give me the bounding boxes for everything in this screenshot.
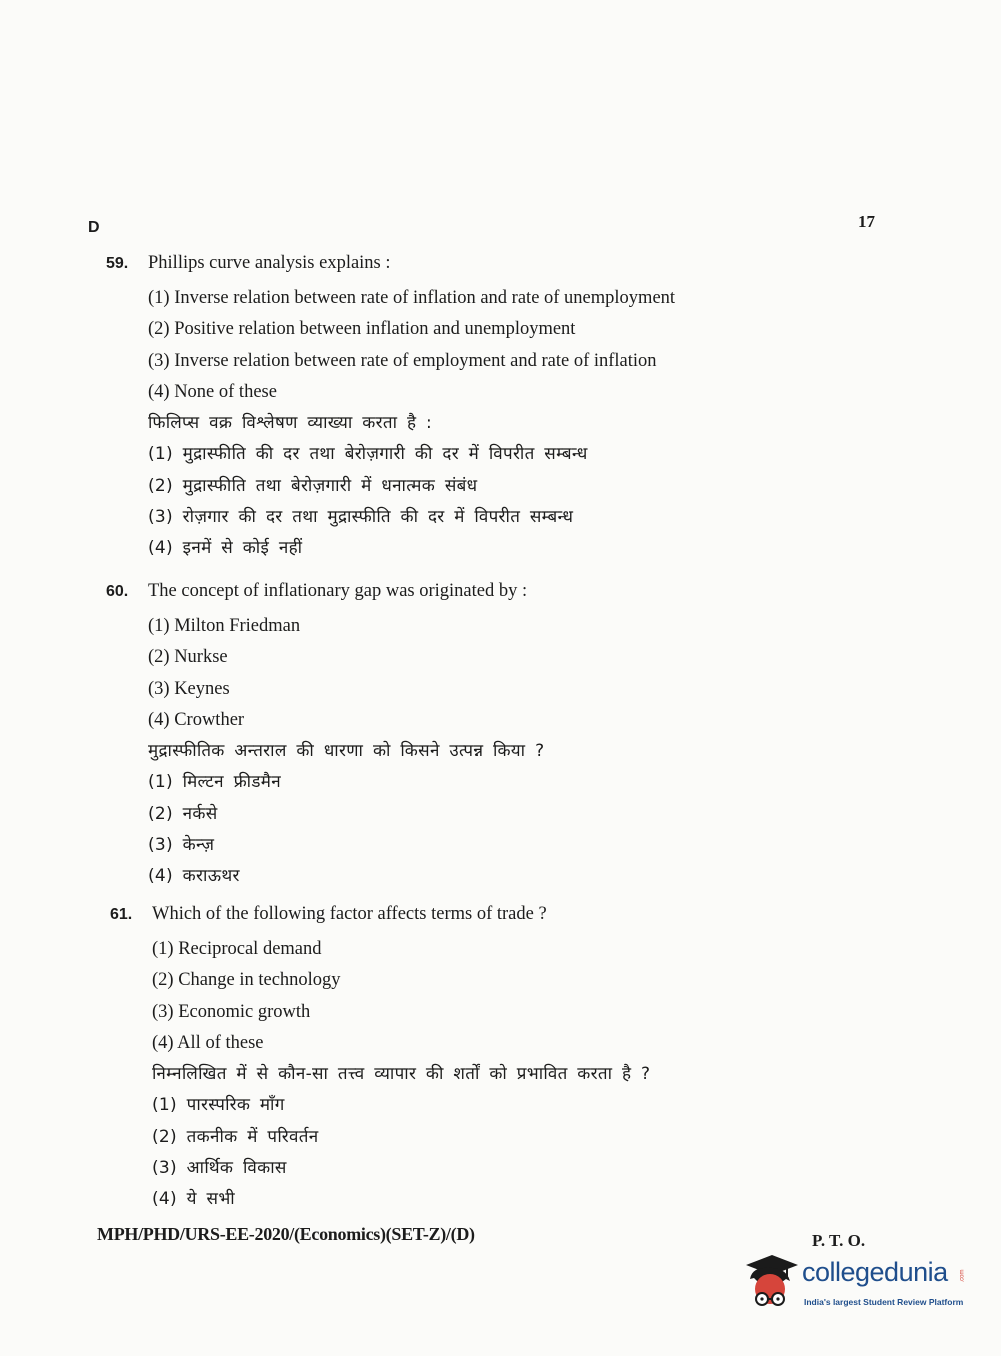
option-en-4: (4) Crowther <box>148 709 245 730</box>
question-body <box>106 283 886 565</box>
option-hi-2: (2) नर्कसे <box>148 803 218 824</box>
option-hi-3: (3) रोज़गार की दर तथा मुद्रास्फीति की दर में विपरीत सम्बन्ध <box>148 507 574 528</box>
option-en-2: (2) Positive relation between inflation and unemployment <box>148 319 576 340</box>
option-en-1: (1) Inverse relation between rate of inflation and rate of unemployment <box>148 288 676 308</box>
page-turn-over: P. T. O. <box>812 1231 866 1250</box>
option-en-1: (1) Reciprocal demand <box>152 939 322 959</box>
option-hi-3: (3) आर्थिक विकास <box>152 1158 287 1179</box>
option-en-4: (4) None of these <box>148 381 277 402</box>
option-hi-4: (4) कराऊथर <box>148 866 240 887</box>
question-body <box>110 934 890 1216</box>
option-en-2: (2) Change in technology <box>152 970 341 991</box>
question-59 <box>106 253 886 565</box>
page-number: 17 <box>858 212 875 231</box>
paper-code: MPH/PHD/URS-EE-2020/(Economics)(SET-Z)/(D) <box>97 1224 475 1244</box>
question-stem-en <box>106 253 886 283</box>
question-body <box>106 611 886 893</box>
option-hi-1: (1) मिल्टन फ्रीडमैन <box>148 772 281 793</box>
option-hi-3: (3) केन्ज़ <box>148 835 215 856</box>
option-hi-2: (2) तकनीक में परिवर्तन <box>152 1126 319 1147</box>
option-en-3: (3) Inverse relation between rate of employment and rate of inflation <box>148 350 657 371</box>
option-en-4: (4) All of these <box>152 1032 264 1053</box>
watermark-logo <box>742 1251 972 1313</box>
question-text-hi: फिलिप्स वक्र विश्लेषण व्याख्या करता है : <box>148 413 433 434</box>
question-number: 59. <box>106 255 129 272</box>
brand-tagline: India's largest Student Review Platform <box>804 1297 964 1307</box>
question-number: 61. <box>110 906 133 923</box>
option-en-3: (3) Economic growth <box>152 1001 311 1022</box>
brand-suffix: .com <box>959 1269 966 1283</box>
option-hi-4: (4) ये सभी <box>152 1189 235 1210</box>
question-text-en: Phillips curve analysis explains : <box>148 253 391 273</box>
question-stem-en <box>106 581 886 611</box>
brand-name: collegedunia <box>802 1257 948 1287</box>
question-61 <box>110 904 890 1216</box>
question-60 <box>106 581 886 893</box>
option-en-1: (1) Milton Friedman <box>148 616 301 636</box>
option-hi-1: (1) मुद्रास्फीति की दर तथा बेरोज़गारी की दर में विपरीत सम्बन्ध <box>148 444 588 465</box>
option-en-3: (3) Keynes <box>148 678 230 699</box>
question-text-en: Which of the following factor affects terms of trade ? <box>152 904 547 924</box>
question-text-hi: निम्नलिखित में से कौन-सा तत्त्व व्यापार की शर्तों को प्रभावित करता है ? <box>152 1064 651 1085</box>
graduate-mascot-icon <box>742 1251 800 1309</box>
question-text-hi: मुद्रास्फीतिक अन्तराल की धारणा को किसने उत्पन्न किया ? <box>148 741 545 762</box>
question-text-en: The concept of inflationary gap was originated by : <box>148 581 528 601</box>
option-en-2: (2) Nurkse <box>148 647 228 668</box>
question-number: 60. <box>106 583 129 600</box>
question-stem-en <box>110 904 890 934</box>
option-hi-1: (1) पारस्परिक माँग <box>152 1095 285 1116</box>
option-hi-2: (2) मुद्रास्फीति तथा बेरोज़गारी में धनात्मक संबंध <box>148 475 478 496</box>
option-hi-4: (4) इनमें से कोई नहीं <box>148 538 303 559</box>
set-letter: D <box>88 219 100 236</box>
